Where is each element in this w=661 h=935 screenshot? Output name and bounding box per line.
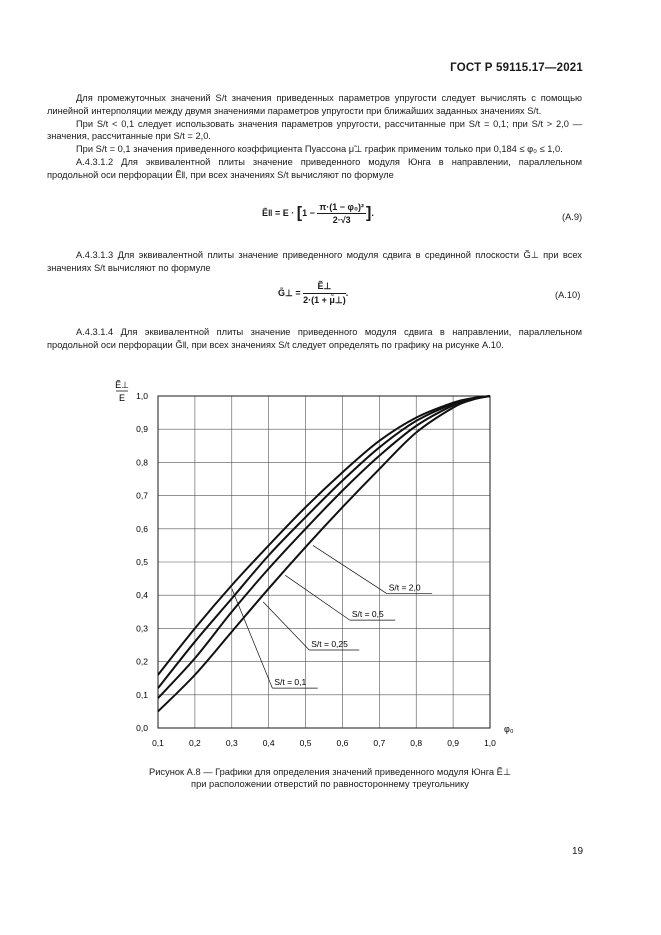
x-tick-label: 0,6 xyxy=(336,738,349,748)
series-annotation: S/t = 2,0 xyxy=(388,582,421,593)
paragraph-poisson: При S/t = 0,1 значения приведенного коэффициента Пуассона μ̃⊥ график применим только при 0,184 ≤ φ₀ ≤ 1,0. xyxy=(76,144,563,155)
y-tick-label: 0,1 xyxy=(136,689,148,700)
chart-curves xyxy=(158,396,490,711)
annotation-leader xyxy=(263,602,309,650)
formula-a9-lhs: Ẽ‖ = E · xyxy=(262,207,295,218)
page-number: 19 xyxy=(572,846,584,857)
x-tick-label: 0,7 xyxy=(373,738,386,748)
chart-ylabel xyxy=(115,380,129,403)
annotation-leader xyxy=(232,589,273,689)
caption-line-1: Рисунок А.8 — Графики для определения значений приведенного модуля Юнга Ẽ⊥ xyxy=(149,767,511,777)
series-annotation: S/t = 0,25 xyxy=(311,638,348,649)
caption-line-2: при расположении отверстий по равностороннему треугольнику xyxy=(191,779,469,789)
chart-annotations xyxy=(232,545,432,688)
figure-caption xyxy=(60,766,600,790)
series-line xyxy=(158,396,490,698)
formula-a10-numerator: Ẽ⊥ xyxy=(303,281,346,294)
formula-a10: G̃⊥ = $\frac{\text{Ẽ⊥}}{2\cdot(1 + \mũ\perp)}$ . xyxy=(278,281,349,305)
formula-a9: Ẽ‖ = E · [1 − $\frac{\text{π·(1 − φ₀)²}}{2\cdot√3}$ ]. xyxy=(262,202,374,225)
x-tick-label: 0,3 xyxy=(225,738,238,748)
paragraph-a4313: А.4.3.1.3 Для эквивалентной плиты значение приведенного модуля сдвига в срединной плоскости G̃⊥ при всех значениях S/t вычисляют по формуле xyxy=(47,250,582,273)
series-line xyxy=(158,396,490,675)
y-tick-label: 0,2 xyxy=(136,656,148,667)
x-tick-label: 0,2 xyxy=(188,738,201,748)
series-annotation: S/t = 0,5 xyxy=(351,609,384,620)
formula-a10-denominator: 2·(1 + μ̃⊥) xyxy=(303,295,346,305)
paragraph-limits: При S/t < 0,1 следует использовать значения параметров упругости, рассчитанные при S/t = 0,1; при S/t > 2,0 — значения, рассчитанные при S/t = 2,0. xyxy=(47,118,582,142)
chart-tick-labels xyxy=(136,391,496,748)
y-tick-label: 0,0 xyxy=(136,723,148,733)
x-tick-label: 0,8 xyxy=(410,738,423,748)
y-tick-label: 0,3 xyxy=(136,623,148,634)
formula-a10-lhs: G̃⊥ = xyxy=(278,287,301,298)
y-tick-label: 0,4 xyxy=(136,590,148,601)
y-tick-label: 1,0 xyxy=(136,391,148,401)
formula-a9-numerator: π·(1 − φ₀)² xyxy=(319,202,365,212)
series-line xyxy=(158,396,490,711)
xlabel: φ₀ xyxy=(504,724,514,734)
formula-a9-denominator: 2·√3 xyxy=(332,215,351,225)
paragraph-a4314: А.4.3.1.4 Для эквивалентной плиты значение приведенного модуля сдвига в направлении, параллельном продольной оси перфорации G̃‖, при всех значениях S/t следует определять по графику на рисунке А.10. xyxy=(47,327,582,350)
y-tick-label: 0,5 xyxy=(136,557,148,567)
y-tick-label: 0,7 xyxy=(136,490,148,501)
x-tick-label: 0,4 xyxy=(262,738,275,748)
page-header: ГОСТ Р 59115.17—2021 xyxy=(450,62,583,74)
equation-number-a9: (А.9) xyxy=(562,212,583,222)
ylabel-denominator: E xyxy=(118,393,126,403)
x-tick-label: 0,5 xyxy=(299,738,312,748)
chart-grid xyxy=(158,396,490,728)
ylabel-numerator: Ẽ⊥ xyxy=(115,380,129,390)
x-tick-label: 0,9 xyxy=(447,738,460,748)
annotation-leader xyxy=(313,545,387,593)
annotation-leader xyxy=(285,575,350,620)
y-tick-label: 0,9 xyxy=(136,424,148,435)
y-tick-label: 0,8 xyxy=(136,457,148,468)
equation-number-a10: (А.10) xyxy=(555,290,581,300)
x-tick-label: 0,1 xyxy=(152,738,164,748)
series-annotation: S/t = 0,1 xyxy=(274,677,307,688)
paragraph-interpolation: Для промежуточных значений S/t значения приведенных параметров упругости следует вычислять с помощью линейной интерполяции между двумя значениями параметров упругости при ближайших заданных значениях S/t. xyxy=(47,93,582,116)
formula-a9-one-minus: 1 − xyxy=(302,207,315,218)
paragraph-a4312: А.4.3.1.2 Для эквивалентной плиты значение приведенного модуля Юнга в направлении, параллельном продольной оси перфорации Ẽ‖, при всех значениях S/t вычисляют по формуле xyxy=(47,156,582,180)
y-tick-label: 0,6 xyxy=(136,523,148,534)
x-tick-label: 1,0 xyxy=(484,738,496,748)
